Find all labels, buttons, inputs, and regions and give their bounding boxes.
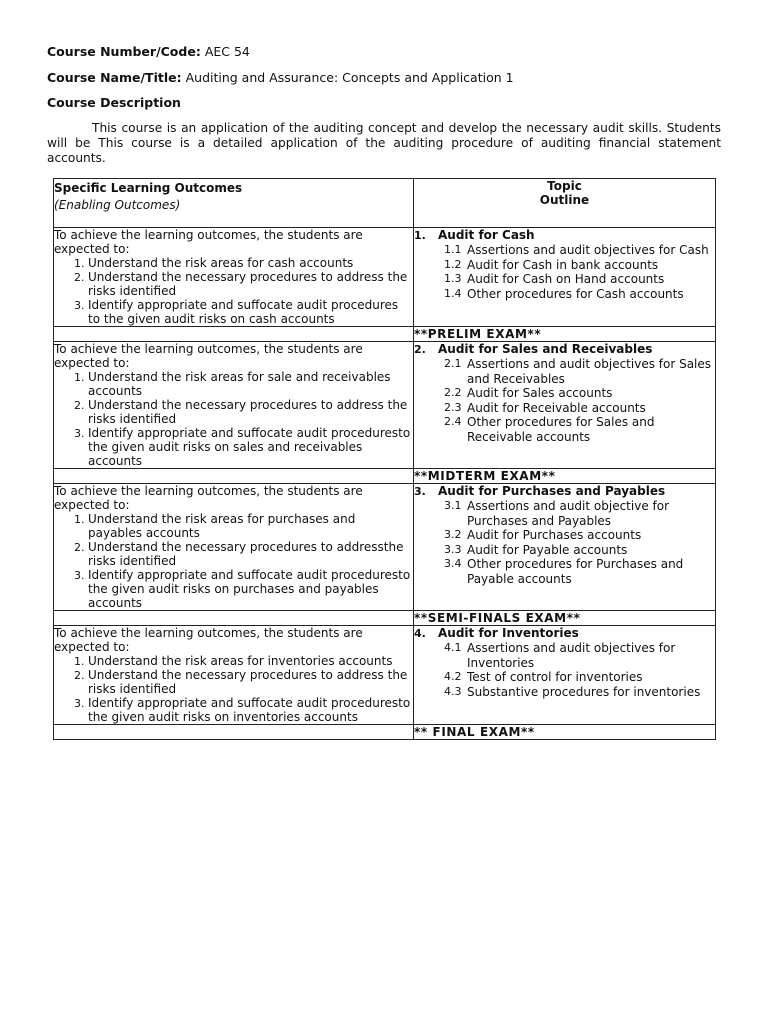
- subtopic-number: 3.1: [444, 499, 462, 512]
- exam-row-blank: [54, 469, 414, 484]
- learning-outcomes-cell: [54, 228, 414, 327]
- topic-cell: [414, 342, 716, 469]
- exam-label: ** FINAL EXAM**: [414, 725, 716, 740]
- outcomes-list: [54, 512, 413, 610]
- outcomes-intro: To achieve the learning outcomes, the students are expected to:: [54, 228, 363, 256]
- course-description-text: This course is an application of the auditing concept and develop the necessary audit skills. Students will be This course is a detailed application of the auditing procedure of auditing financial statement accounts.: [47, 121, 721, 165]
- subtopic-text: Assertions and audit objectives for Sales and Receivables: [467, 357, 712, 386]
- outcome-item: 3. Identify appropriate and suffocate audit procedures to the given audit risks on cash accounts: [88, 298, 413, 326]
- course-number-line: [47, 45, 250, 59]
- subtopic-item: [444, 499, 715, 528]
- header-right-line1: Topic: [547, 179, 582, 193]
- section-row: [54, 228, 716, 327]
- subtopic-number: 1.4: [444, 286, 462, 300]
- topic-heading: [414, 342, 715, 357]
- section-row: [54, 484, 716, 611]
- topic-heading: [414, 228, 715, 243]
- subtopic-number: 1.1: [444, 243, 462, 256]
- outcomes-intro: To achieve the learning outcomes, the students are expected to:: [54, 626, 363, 654]
- topic-cell: [414, 626, 716, 725]
- exam-row-blank: [54, 327, 414, 342]
- subtopic-list: [414, 499, 715, 586]
- outcome-item: 2. Understand the necessary procedures to address the risks identified: [88, 398, 413, 426]
- topic-cell: [414, 484, 716, 611]
- learning-outcomes-cell: [54, 342, 414, 469]
- outcome-item: 2. Understand the necessary procedures to address the risks identified: [88, 270, 413, 298]
- outcome-item: 1. Understand the risk areas for purchases and payables accounts: [88, 512, 413, 540]
- subtopic-number: 2.1: [444, 357, 462, 370]
- exam-label: **SEMI-FINALS EXAM**: [414, 611, 716, 626]
- topic-heading: [414, 484, 715, 499]
- course-outline-table: [53, 178, 716, 740]
- outcomes-list: [54, 370, 413, 468]
- subtopic-number: 1.2: [444, 257, 462, 271]
- topic-title: Audit for Purchases and Payables: [438, 484, 666, 498]
- topic-number: 1.: [414, 229, 426, 242]
- subtopic-item: [444, 670, 715, 685]
- topic-title: Audit for Cash: [438, 228, 535, 242]
- subtopic-text: Audit for Cash on Hand accounts: [467, 272, 665, 286]
- outcome-item: 2. Understand the necessary procedures to address the risks identified: [88, 668, 413, 696]
- section-row: [54, 626, 716, 725]
- subtopic-item: [444, 258, 715, 273]
- subtopic-item: [444, 401, 715, 416]
- section-row: [54, 342, 716, 469]
- outcome-item: 3. Identify appropriate and suffocate audit proceduresto the given audit risks on inventories accounts: [88, 696, 413, 724]
- subtopic-text: Audit for Cash in bank accounts: [467, 257, 659, 272]
- subtopic-item: [444, 641, 715, 670]
- subtopic-number: 1.3: [444, 272, 462, 285]
- subtopic-number: 4.1: [444, 641, 462, 654]
- subtopic-text: Other procedures for Purchases and Payable accounts: [467, 557, 684, 586]
- subtopic-list: [414, 357, 715, 444]
- subtopic-list: [414, 243, 715, 301]
- exam-row: [54, 611, 716, 626]
- topic-number: 3.: [414, 485, 426, 498]
- subtopic-item: [444, 415, 715, 444]
- subtopic-item: [444, 243, 715, 258]
- subtopic-text: Assertions and audit objectives for Inventories: [467, 641, 676, 670]
- topic-title: Audit for Inventories: [438, 626, 579, 640]
- subtopic-item: [444, 272, 715, 287]
- exam-label: **MIDTERM EXAM**: [414, 469, 716, 484]
- course-number-value: AEC 54: [204, 44, 250, 59]
- subtopic-item: [444, 557, 715, 586]
- subtopic-item: [444, 386, 715, 401]
- exam-row: [54, 469, 716, 484]
- header-left-subtitle: (Enabling Outcomes): [54, 198, 181, 212]
- header-learning-outcomes: [54, 179, 414, 228]
- subtopic-text: Assertions and audit objective for Purchases and Payables: [467, 499, 670, 528]
- topic-number: 4.: [414, 627, 426, 640]
- subtopic-text: Other procedures for Sales and Receivable accounts: [467, 415, 655, 444]
- subtopic-text: Assertions and audit objectives for Cash: [467, 243, 709, 257]
- outcome-item: 1. Understand the risk areas for sale and receivables accounts: [88, 370, 413, 398]
- outcomes-list: [54, 654, 413, 724]
- course-name-value: Auditing and Assurance: Concepts and Application 1: [185, 70, 514, 85]
- header-topic-outline: [414, 179, 716, 228]
- learning-outcomes-cell: [54, 484, 414, 611]
- subtopic-number: 2.2: [444, 386, 462, 399]
- outcome-item: 2. Understand the necessary procedures to addressthe risks identified: [88, 540, 413, 568]
- outcome-item: 3. Identify appropriate and suffocate audit proceduresto the given audit risks on purchases and payables accounts: [88, 568, 413, 610]
- subtopic-item: [444, 287, 715, 302]
- subtopic-text: Audit for Sales accounts: [467, 386, 613, 400]
- subtopic-number: 3.4: [444, 557, 462, 570]
- subtopic-text: Audit for Payable accounts: [467, 542, 628, 557]
- subtopic-number: 2.4: [444, 415, 462, 428]
- subtopic-number: 2.3: [444, 400, 462, 414]
- topic-number: 2.: [414, 343, 426, 356]
- outcomes-intro: To achieve the learning outcomes, the students are expected to:: [54, 342, 363, 370]
- subtopic-list: [414, 641, 715, 699]
- header-right-line2: Outline: [539, 193, 590, 207]
- outcome-item: 1. Understand the risk areas for cash accounts: [88, 256, 413, 270]
- course-description-label: Course Description: [47, 95, 181, 110]
- subtopic-text: Audit for Receivable accounts: [467, 400, 646, 415]
- exam-row: [54, 327, 716, 342]
- table-header-row: [54, 179, 716, 228]
- outcomes-list: [54, 256, 413, 326]
- exam-row: [54, 725, 716, 740]
- subtopic-number: 4.2: [444, 670, 462, 683]
- exam-row-blank: [54, 611, 414, 626]
- topic-title: Audit for Sales and Receivables: [438, 342, 653, 356]
- course-name-line: [47, 71, 514, 85]
- subtopic-item: [444, 685, 715, 700]
- learning-outcomes-cell: [54, 626, 414, 725]
- outcomes-intro: To achieve the learning outcomes, the students are expected to:: [54, 484, 363, 512]
- subtopic-number: 3.3: [444, 542, 462, 556]
- subtopic-number: 4.3: [444, 684, 462, 698]
- topic-cell: [414, 228, 716, 327]
- exam-row-blank: [54, 725, 414, 740]
- subtopic-item: [444, 357, 715, 386]
- course-description-heading: [47, 96, 181, 110]
- subtopic-text: Substantive procedures for inventories: [467, 684, 701, 699]
- topic-heading: [414, 626, 715, 641]
- exam-label: **PRELIM EXAM**: [414, 327, 716, 342]
- outcome-item: 1. Understand the risk areas for inventories accounts: [88, 654, 413, 668]
- subtopic-item: [444, 543, 715, 558]
- outcome-item: 3. Identify appropriate and suffocate audit proceduresto the given audit risks on sales and receivables accounts: [88, 426, 413, 468]
- course-number-label: Course Number/Code:: [47, 44, 201, 59]
- subtopic-number: 3.2: [444, 528, 462, 541]
- subtopic-text: Other procedures for Cash accounts: [467, 286, 684, 301]
- header-left-title: Specific Learning Outcomes: [54, 181, 243, 195]
- subtopic-text: Test of control for inventories: [467, 670, 643, 684]
- course-name-label: Course Name/Title:: [47, 70, 182, 85]
- subtopic-text: Audit for Purchases accounts: [467, 528, 642, 542]
- subtopic-item: [444, 528, 715, 543]
